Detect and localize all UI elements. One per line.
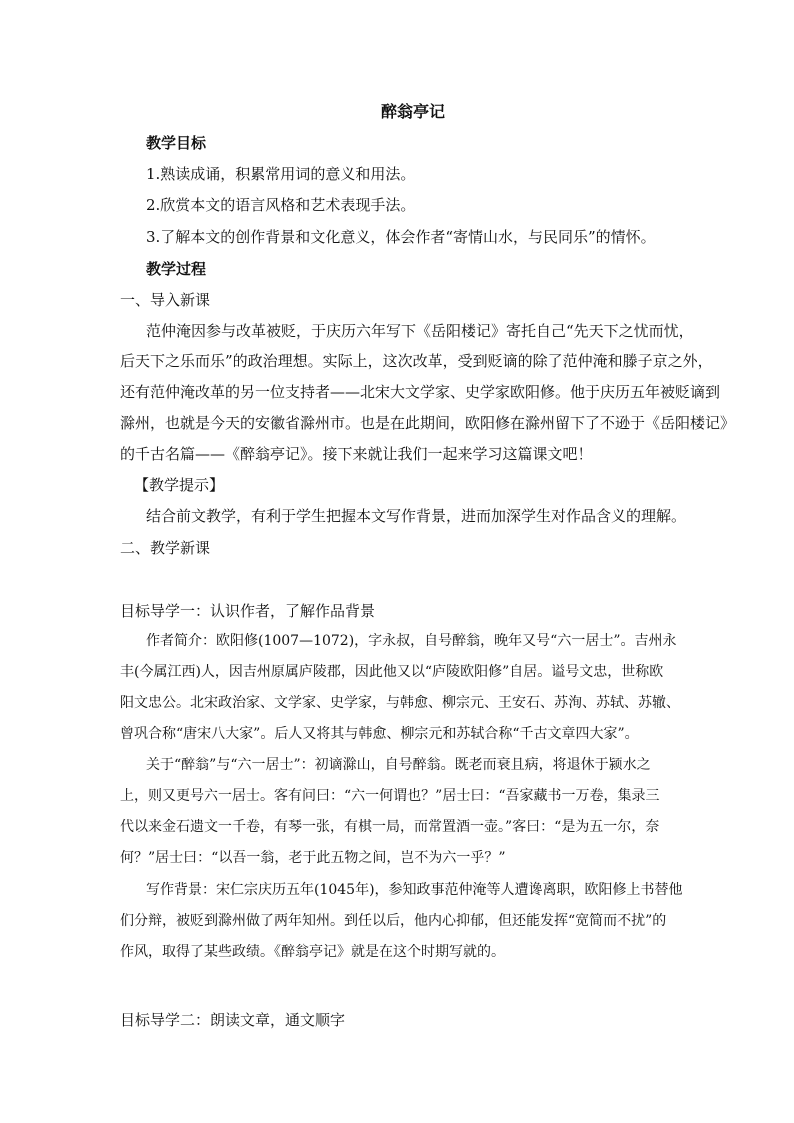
intro-line-1: 范仲淹因参与改革被贬，于庆历六年写下《岳阳楼记》寄托自己“先天下之忧而忧， [146,322,694,340]
author-line-2: 丰(今属江西)人，因吉州原属庐陵郡，因此他又以“庐陵欧阳修”自居。谥号文忠，世称欧 [120,664,664,680]
author-line-4: 曾巩合称“唐宋八大家”。后人又将其与韩愈、柳宗元和苏轼合称“千古文章四大家”。 [120,726,639,742]
teaching-tip-label: 【教学提示】 [134,476,225,494]
background-line-1: 写作背景：宋仁宗庆历五年(1045年)，参知政事范仲淹等人遭谗离职，欧阳修上书替他 [146,882,683,898]
goal-item-3: 3.了解本文的创作背景和文化意义，体会作者“寄情山水，与民同乐”的情怀。 [146,228,656,246]
section2-heading: 二、教学新课 [120,539,211,557]
intro-line-2: 后天下之乐而乐”的政治理想。实际上，这次改革，受到贬谪的除了范仲淹和滕子京之外， [120,352,713,370]
names-line-3: 代以来金石遗文一千卷，有琴一张，有棋一局，而常置酒一壶。”客曰：“是为五一尔，奈 [120,819,660,835]
goal1-heading: 目标导学一：认识作者，了解作品背景 [120,602,376,620]
names-line-4: 何？”居士曰：“以吾一翁，老于此五物之间，岂不为六一乎？” [120,850,506,866]
page-title: 醉翁亭记 [380,102,445,121]
goal-item-1: 1.熟读成诵，积累常用词的意义和用法。 [146,165,416,183]
section1-heading: 一、导入新课 [120,291,211,309]
goal2-heading: 目标导学二：朗读文章，通文顺字 [120,1011,346,1029]
intro-line-5: 的千古名篇——《醉翁亭记》。接下来就让我们一起来学习这篇课文吧！ [120,445,593,463]
intro-line-3: 还有范仲淹改革的另一位支持者——北宋大文学家、史学家欧阳修。他于庆历五年被贬谪到 [120,383,721,401]
teaching-tip-text: 结合前文教学，有利于学生把握本文写作背景，进而加深学生对作品含义的理解。 [146,507,687,525]
author-line-1: 作者简介：欧阳修(1007—1072)，字永叔，自号醉翁，晚年又号“六一居士”。吉州永 [146,633,677,649]
process-heading: 教学过程 [146,260,207,278]
goal-item-2: 2.欣赏本文的语言风格和艺术表现手法。 [146,196,416,214]
background-line-3: 作风，取得了某些政绩。《醉翁亭记》就是在这个时期写就的。 [120,944,505,960]
background-line-2: 们分辩，被贬到滁州做了两年知州。到任以后，他内心抑郁，但还能发挥“宽简而不扰”的 [120,913,667,929]
names-line-2: 上，则又更号六一居士。客有问曰：“六一何谓也？”居士曰：“吾家藏书一万卷，集录三 [120,788,660,804]
names-line-1: 关于“醉翁”与“六一居士”：初谪滁山，自号醉翁。既老而衰且病，将退休于颍水之 [146,757,651,773]
intro-line-4: 滁州，也就是今天的安徽省滁州市。也是在此期间，欧阳修在滁州留下了不逊于《岳阳楼记》 [120,414,736,432]
author-line-3: 阳文忠公。北宋政治家、文学家、史学家，与韩愈、柳宗元、王安石、苏洵、苏轼、苏辙、 [120,695,680,711]
goals-heading: 教学目标 [146,134,207,152]
